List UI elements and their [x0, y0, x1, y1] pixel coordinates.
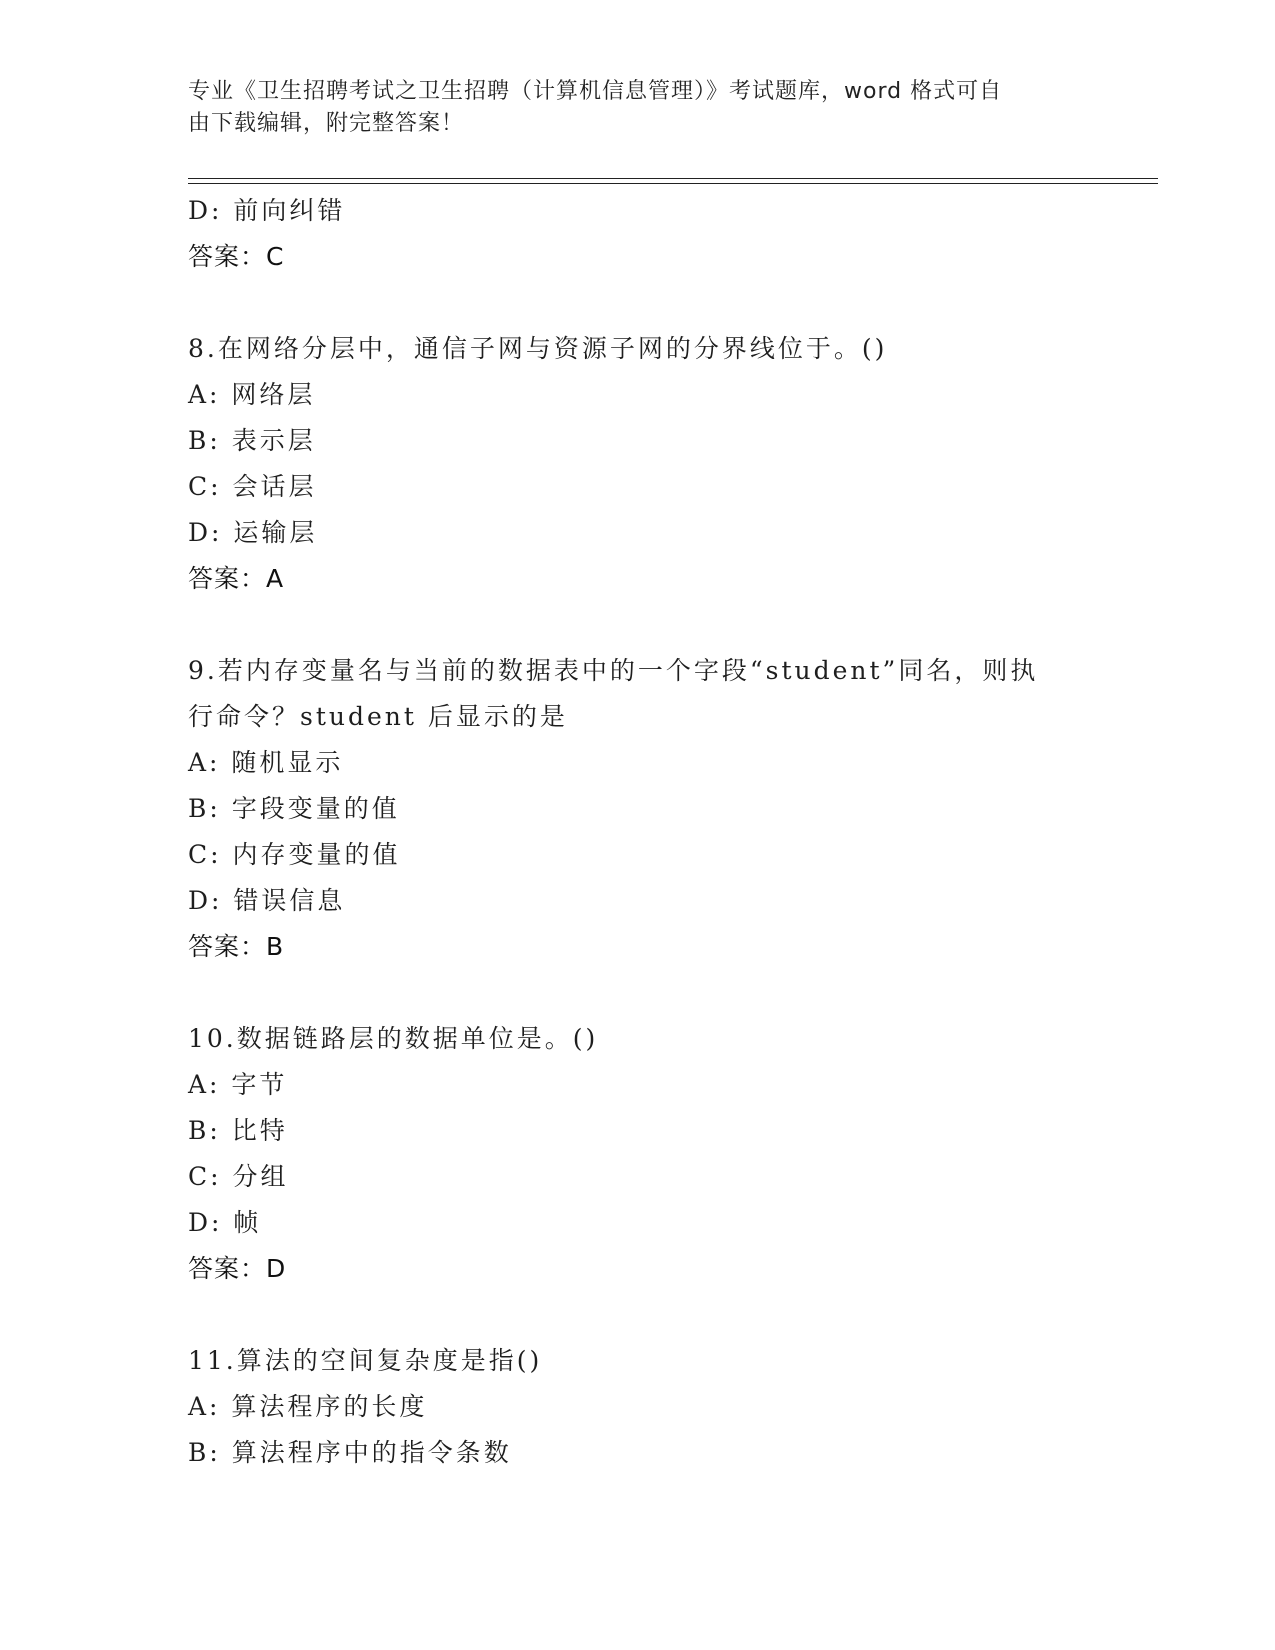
question-text: 8.在网络分层中，通信子网与资源子网的分界线位于。() [188, 334, 888, 363]
document-header [188, 76, 1068, 140]
question-text-line-2: 行命令？student 后显示的是 [188, 702, 568, 731]
option-b: B: 字段变量的值 [188, 794, 400, 823]
question-text: 10.数据链路层的数据单位是。() [188, 1024, 599, 1053]
answer: 答案：B [188, 932, 285, 961]
answer: 答案：D [188, 1254, 287, 1283]
option-b: B: 算法程序中的指令条数 [188, 1438, 512, 1467]
option-c: C: 内存变量的值 [188, 840, 401, 869]
option-d: D: 帧 [188, 1208, 262, 1237]
header-divider-top [188, 178, 1158, 179]
question-text: 11.算法的空间复杂度是指() [188, 1346, 543, 1375]
header-line-1: 专业《卫生招聘考试之卫生招聘（计算机信息管理）》考试题库，word 格式可自 [188, 79, 1003, 104]
option-b: B: 比特 [188, 1116, 288, 1145]
option-c: C: 会话层 [188, 472, 317, 501]
option-a: A: 字节 [188, 1070, 288, 1099]
question-block-9 [188, 648, 1088, 970]
question-block-11 [188, 1338, 1088, 1476]
option-c: C: 分组 [188, 1162, 289, 1191]
header-divider-bottom [188, 183, 1158, 184]
option-b: B: 表示层 [188, 426, 316, 455]
question-block-8 [188, 326, 1088, 602]
question-list [188, 188, 1088, 1476]
answer: 答案：C [188, 242, 285, 271]
option-a: A: 随机显示 [188, 748, 344, 777]
option-d: D: 错误信息 [188, 886, 346, 915]
option-d: D: 运输层 [188, 518, 318, 547]
option-a: A: 算法程序的长度 [188, 1392, 428, 1421]
option-a: A: 网络层 [188, 380, 316, 409]
answer: 答案：A [188, 564, 285, 593]
question-block-10 [188, 1016, 1088, 1292]
question-text-line-1: 9.若内存变量名与当前的数据表中的一个字段“student”同名，则执 [188, 656, 1039, 685]
option-d: D: 前向纠错 [188, 196, 346, 225]
header-line-2: 由下载编辑，附完整答案！ [188, 111, 465, 136]
